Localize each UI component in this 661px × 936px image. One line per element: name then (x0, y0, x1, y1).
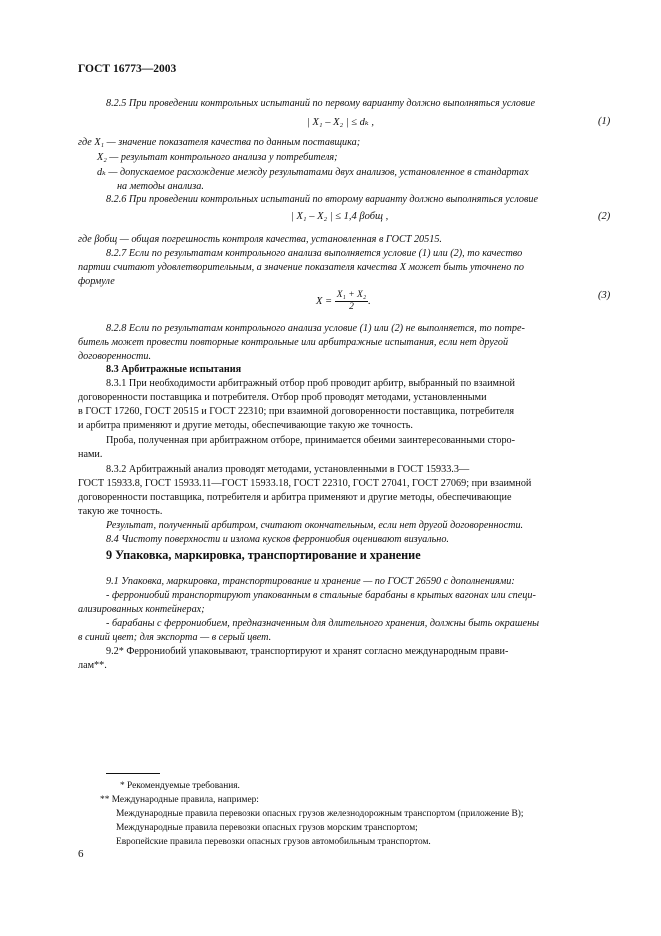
formula-3-tail: . (368, 295, 371, 307)
paragraph-9-2-line2: лам**. (78, 660, 107, 671)
document-header: ГОСТ 16773—2003 (78, 63, 177, 75)
where-x2: X₂ — результат контрольного анализа у потребителя; (97, 152, 338, 163)
paragraph-8-3-2-line3: договоренности поставщика, потребителя и арбитра применяют и другие методы, обеспечивающие (78, 492, 512, 503)
subsection-8-3-title: 8.3 Арбитражные испытания (106, 364, 242, 375)
paragraph-8-3-2-line4: такую же точность. (78, 506, 163, 517)
paragraph-8-2-7-line3: формуле (78, 276, 115, 287)
paragraph-8-2-5: 8.2.5 При проведении контрольных испытаний по первому варианту должно выполняться условие (106, 98, 536, 109)
paragraph-8-2-7-line2: партии считают удовлетворительным, а значение показателя качества X может быть уточнено по (78, 262, 525, 273)
paragraph-8-2-8-line3: договоренности. (78, 351, 152, 362)
footnote-separator (106, 773, 160, 774)
paragraph-8-3-1-line4: и арбитра применяют и другие методы, обеспечивающие такую же точность. (78, 420, 413, 431)
paragraph-8-3-1-line1: 8.3.1 При необходимости арбитражный отбор проб проводит арбитр, выбранный по взаимной (106, 378, 515, 389)
paragraph-8-2-8-line1: 8.2.8 Если по результатам контрольного анализа условие (1) или (2) не выполняется, то потре- (106, 323, 525, 334)
formula-3-denominator: 2 (349, 302, 354, 312)
paragraph-8-3-1-line3: в ГОСТ 17260, ГОСТ 20515 и ГОСТ 22310; при взаимной договоренности поставщика, потребителя (78, 406, 515, 417)
paragraph-9-1-line5: в синий цвет; для экспорта — в серый цвет. (78, 632, 272, 643)
formula-2: | X₁ – X₂ | ≤ 1,4 βобщ , (291, 211, 389, 222)
footnote-2: ** Международные правила, например: (100, 795, 259, 805)
formula-3-number: (3) (598, 290, 611, 301)
paragraph-result: Результат, полученный арбитром, считают окончательным, если нет другой договоренности. (106, 520, 524, 531)
where-beta: где βобщ — общая погрешность контроля качества, установленная в ГОСТ 20515. (78, 234, 442, 245)
paragraph-proba-line1: Проба, полученная при арбитражном отборе, принимается обеими заинтересованными сторо- (106, 435, 516, 446)
where-dk: dₖ — допускаемое расхождение между результатами двух анализов, установленное в стандартах (97, 167, 529, 178)
section-9-title: 9 Упаковка, маркировка, транспортирование и хранение (106, 548, 421, 562)
formula-2-number: (2) (598, 211, 611, 222)
where-x1: где X₁ — значение показателя качества по данным поставщика; (78, 137, 361, 148)
where-dk-cont: на методы анализа. (117, 181, 204, 192)
formula-3-fraction (335, 290, 368, 313)
paragraph-proba-line2: нами. (78, 449, 103, 460)
paragraph-8-2-6: 8.2.6 При проведении контрольных испытаний по второму варианту должно выполняться условие (106, 194, 539, 205)
formula-3-numerator: X₁ + X₂ (336, 290, 367, 300)
paragraph-8-4: 8.4 Чистоту поверхности и излома кусков феррониобия оценивают визуально. (106, 534, 449, 545)
paragraph-9-1-line4: - барабаны с феррониобием, предназначенным для длительного хранения, должны быть окрашены (106, 618, 540, 629)
paragraph-8-2-8-line2: битель может провести повторные контрольные или арбитражные испытания, если нет другой (78, 337, 509, 348)
formula-3-lhs: X = (316, 295, 333, 307)
footnote-2-item-1: Международные правила перевозки опасных грузов железнодорожным транспортом (приложение В); (116, 809, 524, 819)
paragraph-9-1-line1: 9.1 Упаковка, маркировка, транспортирование и хранение — по ГОСТ 26590 с дополнениями: (106, 576, 515, 587)
paragraph-9-1-line3: ализированных контейнерах; (78, 604, 205, 615)
formula-1-number: (1) (598, 116, 611, 127)
formula-1: | X₁ – X₂ | ≤ dₖ , (307, 117, 374, 128)
paragraph-8-3-2-line2: ГОСТ 15933.8, ГОСТ 15933.11—ГОСТ 15933.18, ГОСТ 22310, ГОСТ 27041, ГОСТ 27069; при взаимной (78, 478, 532, 489)
paragraph-8-3-2-line1: 8.3.2 Арбитражный анализ проводят методами, установленными в ГОСТ 15933.3— (106, 464, 470, 475)
footnote-2-item-2: Международные правила перевозки опасных грузов морским транспортом; (116, 823, 418, 833)
paragraph-9-1-line2: - феррониобий транспортируют упакованным в стальные барабаны в крытых вагонах или специ- (106, 590, 536, 601)
paragraph-8-3-1-line2: договоренности поставщика и потребителя. Отбор проб проводят методами, установленными (78, 392, 487, 403)
formula-3 (316, 290, 371, 313)
footnote-2-item-3: Европейские правила перевозки опасных грузов автомобильным транспортом. (116, 837, 431, 847)
paragraph-9-2-line1: 9.2* Феррониобий упаковывают, транспортируют и хранят согласно международным прави- (106, 646, 509, 657)
paragraph-8-2-7-line1: 8.2.7 Если по результатам контрольного анализа выполняется условие (1) или (2), то качество (106, 248, 523, 259)
footnote-1: * Рекомендуемые требования. (120, 781, 240, 791)
page-number: 6 (78, 848, 84, 860)
